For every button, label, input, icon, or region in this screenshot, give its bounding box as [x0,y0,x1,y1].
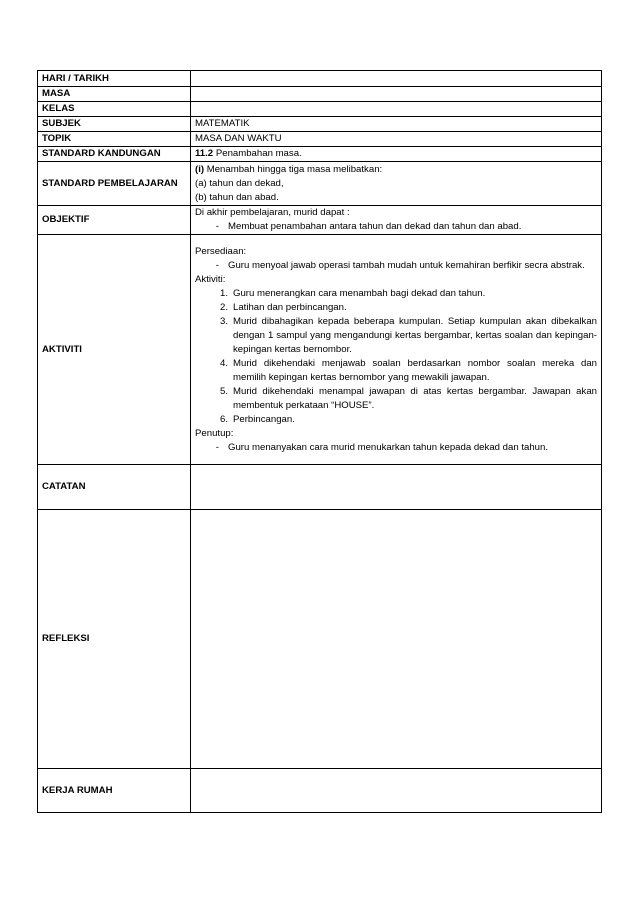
row-objektif [38,206,602,235]
row-refleksi [38,510,602,769]
penutup-text: Guru menanyakan cara murid menukarkan tahun kepada dekad dan tahun. [228,441,548,453]
kelas-label: KELAS [38,102,191,117]
persediaan-item [195,259,597,273]
subjek-value: MATEMATIK [191,117,602,132]
step-text: Murid dikehendaki menjawab soalan berdasarkan nombor soalan mereka dan memilih kepingan kertas bernombor yang mewakili jawapan. [233,357,597,383]
standard-kandungan-code: 11.2 [195,148,214,159]
row-kelas [38,102,602,117]
aktiviti-step [195,301,597,315]
penutup-mark: - [215,441,219,453]
objektif-bullet-text: Membuat penambahan antara tahun dan dekad dan tahun dan abad. [228,221,522,232]
step-number: 6. [219,413,228,425]
aktiviti-steps [195,287,597,427]
row-catatan [38,465,602,510]
row-masa [38,87,602,102]
step-text: Latihan dan perbincangan. [233,301,347,313]
standard-pembelajaran-line-1 [195,163,597,177]
standard-pembelajaran-line-3: (b) tahun dan abad. [195,191,279,203]
standard-pembelajaran-text: Menambah hingga tiga masa melibatkan: [206,163,383,175]
step-number: 5. [219,385,228,397]
row-kerja-rumah [38,769,602,813]
aktiviti-step [195,315,597,357]
step-number: 1. [219,287,228,299]
refleksi-value[interactable] [191,510,602,769]
aktiviti-heading: Aktiviti: [195,273,226,285]
persediaan-text: Guru menyoal jawab operasi tambah mudah untuk kemahiran berfikir secra abstrak. [228,259,585,271]
kelas-value [191,102,602,117]
row-hari-tarikh [38,71,602,87]
aktiviti-step [195,357,597,385]
row-standard-kandungan [38,147,602,162]
topik-label: TOPIK [38,132,191,147]
catatan-value[interactable] [191,465,602,510]
row-aktiviti [38,235,602,465]
aktiviti-step [195,413,597,427]
step-text: Perbincangan. [233,413,295,425]
masa-label: MASA [38,87,191,102]
row-subjek [38,117,602,132]
step-text: Murid dikehendaki menampal jawapan di atas kertas bergambar. Jawapan akan membentuk perkataan “HOUSE”. [233,385,597,411]
objektif-bullet-mark: - [215,221,219,232]
kerja-rumah-value[interactable] [191,769,602,813]
penutup-item [195,441,597,455]
persediaan-heading: Persediaan: [195,245,247,257]
standard-pembelajaran-code: (i) [195,163,205,175]
step-number: 3. [219,315,228,327]
objektif-value [191,206,602,235]
lesson-plan-table [37,70,602,813]
step-number: 4. [219,357,228,369]
catatan-label: CATATAN [38,465,191,510]
objektif-bullet [195,220,597,234]
penutup-heading: Penutup: [195,427,234,439]
aktiviti-value [191,235,602,465]
aktiviti-step [195,385,597,413]
subjek-label: SUBJEK [38,117,191,132]
row-topik [38,132,602,147]
hari-tarikh-value [191,71,602,87]
objektif-label: OBJEKTIF [38,206,191,235]
standard-pembelajaran-value [191,162,602,206]
refleksi-label: REFLEKSI [38,510,191,769]
row-standard-pembelajaran [38,162,602,206]
step-number: 2. [219,301,228,313]
standard-pembelajaran-label: STANDARD PEMBELAJARAN [38,162,191,206]
step-text: Murid dibahagikan kepada beberapa kumpulan. Setiap kumpulan akan dibekalkan dengan 1 sampul yang mengandungi kertas bergambar, kertas soalan dan kepingan-kepingan kertas bernombor. [233,315,597,355]
topik-value: MASA DAN WAKTU [191,132,602,147]
standard-pembelajaran-line-2: (a) tahun dan dekad, [195,177,284,189]
standard-kandungan-value [191,147,602,162]
aktiviti-label: AKTIVITI [38,235,191,465]
persediaan-mark: - [215,259,219,271]
aktiviti-step [195,287,597,301]
standard-kandungan-label: STANDARD KANDUNGAN [38,147,191,162]
objektif-intro: Di akhir pembelajaran, murid dapat : [195,207,350,218]
kerja-rumah-label: KERJA RUMAH [38,769,191,813]
hari-tarikh-label: HARI / TARIKH [38,71,191,87]
masa-value [191,87,602,102]
standard-kandungan-text: Penambahan masa. [215,148,302,159]
step-text: Guru menerangkan cara menambah bagi dekad dan tahun. [233,287,486,299]
